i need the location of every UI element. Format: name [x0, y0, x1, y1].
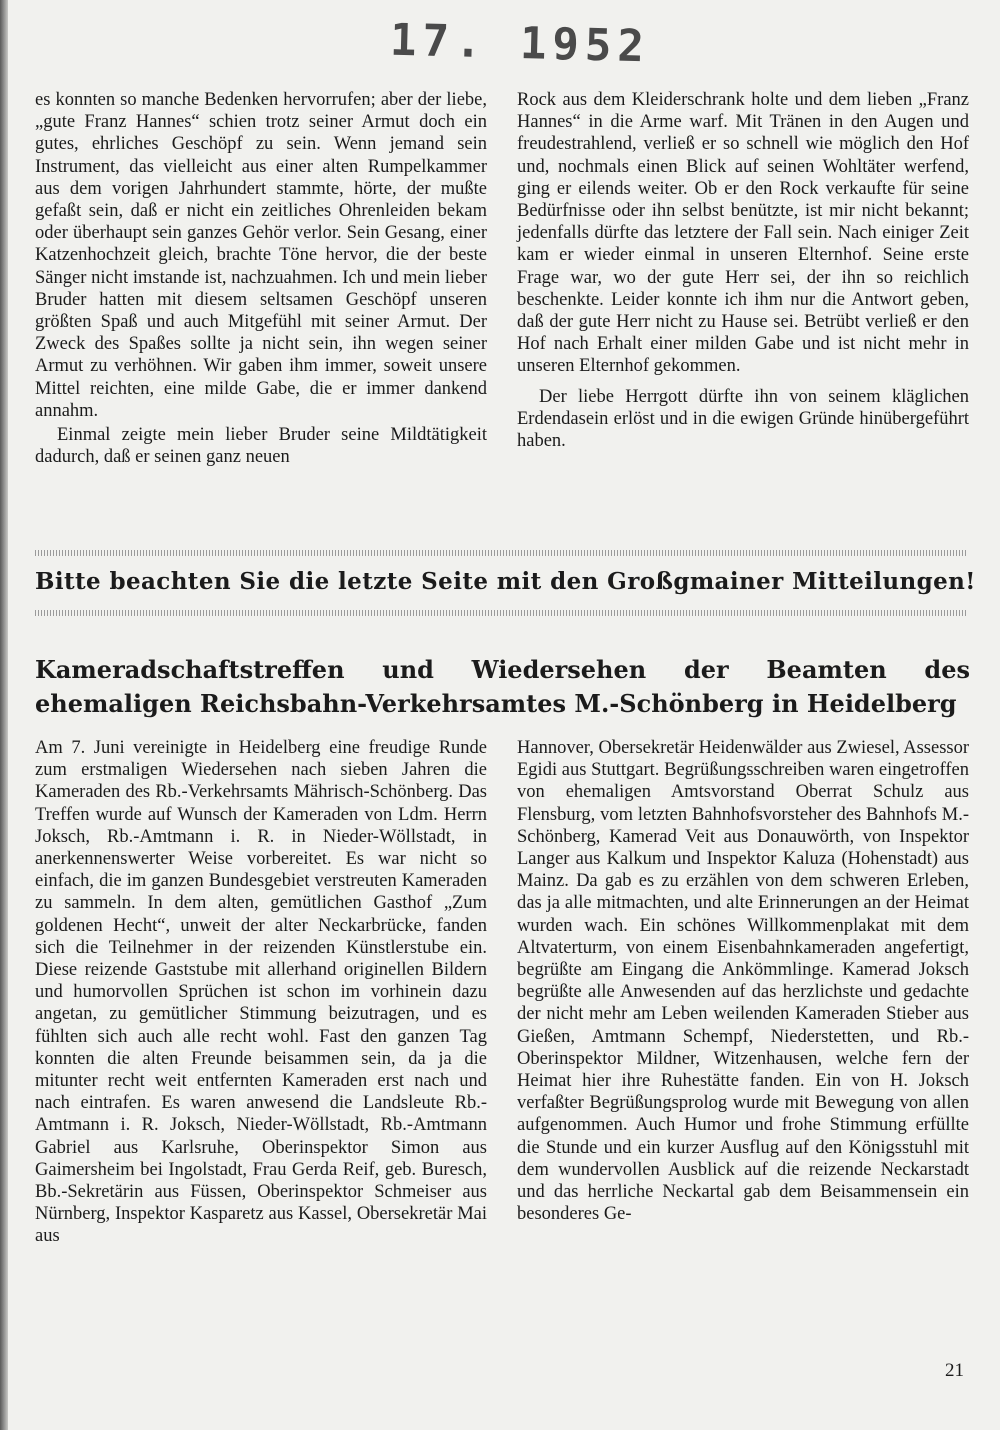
paragraph: Am 7. Juni vereinigte in Heidelberg eine freudige Runde zum erstmaligen Wiedersehen nach sieben Jahren die Kameraden des Rb.-Verkehrsamts Mährisch-Schönberg. Das Treffen wurde auf Wunsch der Kameraden von Ldm. Herrn Joksch, Rb.-Amtmann i. R. in Nieder-Wöllstadt, in anerkennenswerter Weise vorbereitet. Es war nicht so einfach, die im ganzen Bundesgebiet verstreuten Kameraden zu sammeln. In dem alten, gemütlichen Gasthof „Zum goldenen Hecht“, unweit der alter Neckarbrücke, fanden sich die Teilnehmer in der reizenden Künstlerstube ein. Diese reizende Gaststube mit allerhand originellen Bildern und humorvollen Sprüchen ist schon im vorhinein dazu angetan, zu gemütlicher Stimmung beizutragen, und es fühlten sich auch alle recht wohl. Fast den ganzen Tag konnten die alten Freunde beisammen sein, da ja die mitunter recht weit entfernten Kameraden erst nach und nach eintrafen. Es waren anwesend die Landsleute Rb.-Amtmann i. R. Joksch, Nieder-Wöllstadt, Rb.-Amtmann Gabriel aus Karlsruhe, Oberinspektor Simon aus Gaimersheim bei Ingolstadt, Frau Gerda Reif, geb. Buresch, Bb.-Sekretärin aus Füssen, Oberinspektor Schmeiser aus Nürnberg, Inspektor Kasparetz aus Kassel, Obersekretär Mai aus: [35, 738, 487, 1247]
divider-rule: [35, 610, 967, 616]
date-stamp: 17. 1952: [389, 14, 651, 73]
article-right-column: [517, 737, 969, 1225]
paragraph: es konnten so manche Bedenken hervorrufen; aber der liebe, „gute Franz Hannes“ schien trotz seiner Armut doch ein gutes, ehrliches Geschöpf zu sein. Wenn jemand sein Instrument, das vielleicht aus einer alten Rumpelkammer aus dem vorigen Jahrhundert stammte, hörte, der mußte gefaßt sein, daß er nicht ein zeitliches Ohrenleiden bekam oder überhaupt sein ganzes Gehör verlor. Sein Gesang, einer Katzenhochzeit gleich, brachte Töne hervor, die der beste Sänger nicht imstande ist, nachzuahmen. Ich und mein lieber Bruder hatten mit diesem seltsamen Geschöpf unseren größten Spaß und auch Mitgefühl mit seiner Armut. Der Zweck des Spaßes sollte ja nicht sein, ihn wegen seiner Armut zu verhöhnen. Wir gaben ihm immer, soweit unsere Mittel reichten, eine milde Gabe, die er immer dankend annahm.: [35, 90, 487, 421]
page-number: 21: [945, 1360, 964, 1381]
page-edge-shadow: [0, 0, 8, 1430]
top-article-left-column: [35, 89, 487, 468]
article-headline: Kameradschaftstreffen und Wiedersehen der Beamten des ehemaligen Reichsbahn-Verkehrsamtes M.-Schönberg in Heidelberg: [35, 655, 970, 718]
top-article-right-column: [517, 89, 969, 452]
divider-rule: [35, 550, 967, 556]
paragraph: Rock aus dem Kleiderschrank holte und dem lieben „Franz Hannes“ in die Arme warf. Mit Tränen in den Augen und freudestrahlend, verließ er so schnell wie möglich den Hof und, nochmals einen Blick auf seinen Wohltäter werfend, ging er eilends weiter. Ob er den Rock verkaufte für seine Bedürfnisse oder ihn selbst benützte, ist mir nicht bekannt; jedenfalls dürfte das letztere der Fall sein. Nach einiger Zeit kam er wieder einmal in unseren Elternhof. Seine erste Frage war, wo der gute Herr sei, der ihn so reichlich beschenkte. Leider konnte ich ihm nur die Antwort geben, daß der gute Herr nicht zu Hause sei. Betrübt verließ er den Hof nach Erhalt einer milden Gabe und ist nicht mehr in unseren Elternhof gekommen.: [517, 90, 969, 377]
paragraph: Hannover, Obersekretär Heidenwälder aus Zwiesel, Assessor Egidi aus Stuttgart. Begrüßungsschreiben waren eingetroffen von ehemaligen Amtsvorstand Oberrat Schulz aus Flensburg, vom letzten Bahnhofsvorsteher des Bahnhofs M.-Schönberg, Kamerad Veit aus Donauwörth, von Inspektor Langer aus Kalkum und Inspektor Kaluza (Hohenstadt) aus Mainz. Da gab es zu erzählen von dem schweren Erleben, das ja alle mitmachten, und alte Erinnerungen an der Heimat wurden wach. Ein schönes Willkommenplakat mit dem Altvaterturm, von einem Eisenbahnkameraden angefertigt, begrüßte am Eingang die Ankömmlinge. Kamerad Joksch begrüßte alle Anwesenden auf das herzlichste und gedachte der nicht mehr am Leben weilenden Kameraden Stieber aus Gießen, Amtmann Schempf, Niederstetten, und Rb.-Oberinspektor Mildner, Witzenhausen, welche fern der Heimat hier ihre Ruhestätte fanden. Ein von H. Joksch verfaßter Begrüßungsprolog wurde mit Bewegung von allen aufgenommen. Auch Humor und frohe Stimmung erfüllte die Stunde und ein kurzer Ausflug auf den Königsstuhl mit dem wundervollen Ausblick auf die reizende Neckarstadt und das herrliche Neckartal gab dem Beisammensein ein besonderes Ge-: [517, 738, 969, 1225]
article-left-column: [35, 737, 487, 1248]
paragraph: Einmal zeigte mein lieber Bruder seine Mildtätigkeit dadurch, daß er seinen ganz neuen: [35, 425, 487, 468]
notice-banner: Bitte beachten Sie die letzte Seite mit den Großgmainer Mitteilungen!: [35, 568, 976, 595]
paragraph: Der liebe Herrgott dürfte ihn von seinem kläglichen Erdendasein erlöst und in die ewigen Gründe hinübergeführt haben.: [517, 386, 969, 452]
